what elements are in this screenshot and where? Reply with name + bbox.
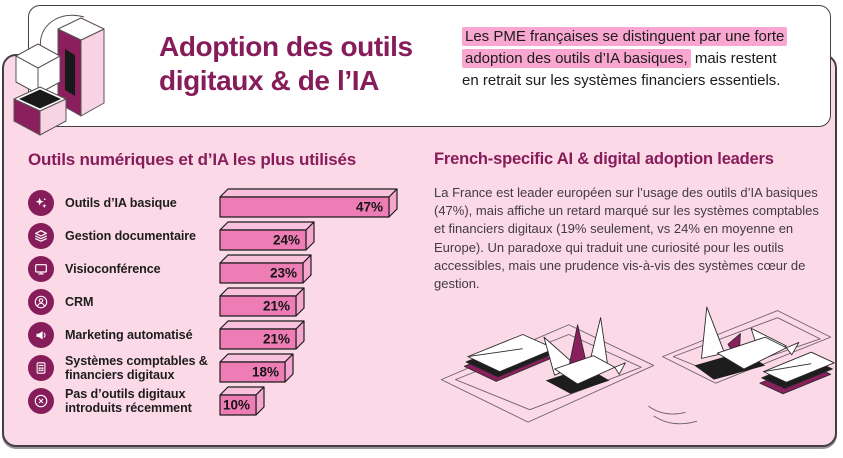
bar-3d (219, 386, 265, 416)
chart-row (28, 287, 428, 317)
bar-value-label: 47% (355, 199, 383, 215)
chart-row (28, 221, 428, 251)
bar-3d (219, 221, 315, 251)
tool-bar (219, 287, 305, 317)
tool-label: Marketing automatisé (65, 327, 193, 342)
bar-3d (219, 353, 294, 383)
chart-rows (28, 188, 428, 416)
origami-cranes-illustration (436, 296, 836, 442)
chart-row (28, 320, 428, 350)
chart-row (28, 353, 428, 383)
origami-cranes-icon (436, 296, 836, 442)
bar-value-label: 18% (251, 364, 279, 380)
tool-label: Systèmes comptables & financiers digitaux (65, 353, 208, 382)
no-tools-icon (28, 388, 54, 414)
bar-3d (219, 320, 305, 350)
bar-3d (219, 287, 305, 317)
tool-bar (219, 221, 315, 251)
bar-value-label: 23% (269, 265, 297, 281)
tool-bar (219, 353, 294, 383)
bar-value-label: 24% (272, 232, 300, 248)
intro-rest: mais restent en retrait sur les systèmes financiers essentiels. (462, 49, 781, 89)
tool-bar (219, 320, 305, 350)
chart-row (28, 386, 428, 416)
header-panel (28, 5, 831, 127)
calculator-icon (28, 355, 54, 381)
tool-bar (219, 188, 398, 218)
isometric-boxes-illustration (0, 4, 120, 146)
left-section-heading: Outils numériques et d’IA les plus utilisés (28, 150, 357, 169)
tool-label: Pas d’outils digitaux introduits récemment (65, 386, 192, 415)
bar-3d (219, 254, 312, 284)
tool-label: CRM (65, 294, 94, 309)
bar-value-label: 21% (262, 298, 290, 314)
bar-value-label: 10% (222, 397, 250, 413)
right-section-body: La France est leader européen sur l’usage des outils d’IA basiques (47%), mais affiche un retard marqué sur les systèmes comptables et financiers digitaux (19% seulement, vs 24% en moyenne en Europe). Un paradoxe qui traduit une curiosité pour les outils accessibles, mais une prudence vis-à-vis des systèmes cœur de gestion. (434, 185, 819, 291)
bar-value-label: 21% (262, 331, 290, 347)
chart-row (28, 254, 428, 284)
person-icon (28, 289, 54, 315)
tool-bar (219, 254, 312, 284)
boxes-icon (0, 4, 120, 146)
monitor-icon (28, 256, 54, 282)
megaphone-icon (28, 322, 54, 348)
bar-3d (219, 188, 398, 218)
chart-row (28, 188, 428, 218)
tool-label: Outils d’IA basique (65, 195, 177, 210)
tool-label: Visioconférence (65, 261, 161, 276)
tool-label: Gestion documentaire (65, 228, 196, 243)
right-section-heading: French-specific AI & digital adoption leaders (434, 150, 774, 168)
sparkles-icon (28, 190, 54, 216)
page-title: Adoption des outils digitaux & de l’IA (159, 31, 413, 97)
intro-highlight: Les PME françaises se distinguent par une forte adoption des outils d’IA basiques, (462, 27, 787, 68)
layers-icon (28, 223, 54, 249)
intro-text (462, 26, 794, 91)
tool-bar (219, 386, 265, 416)
